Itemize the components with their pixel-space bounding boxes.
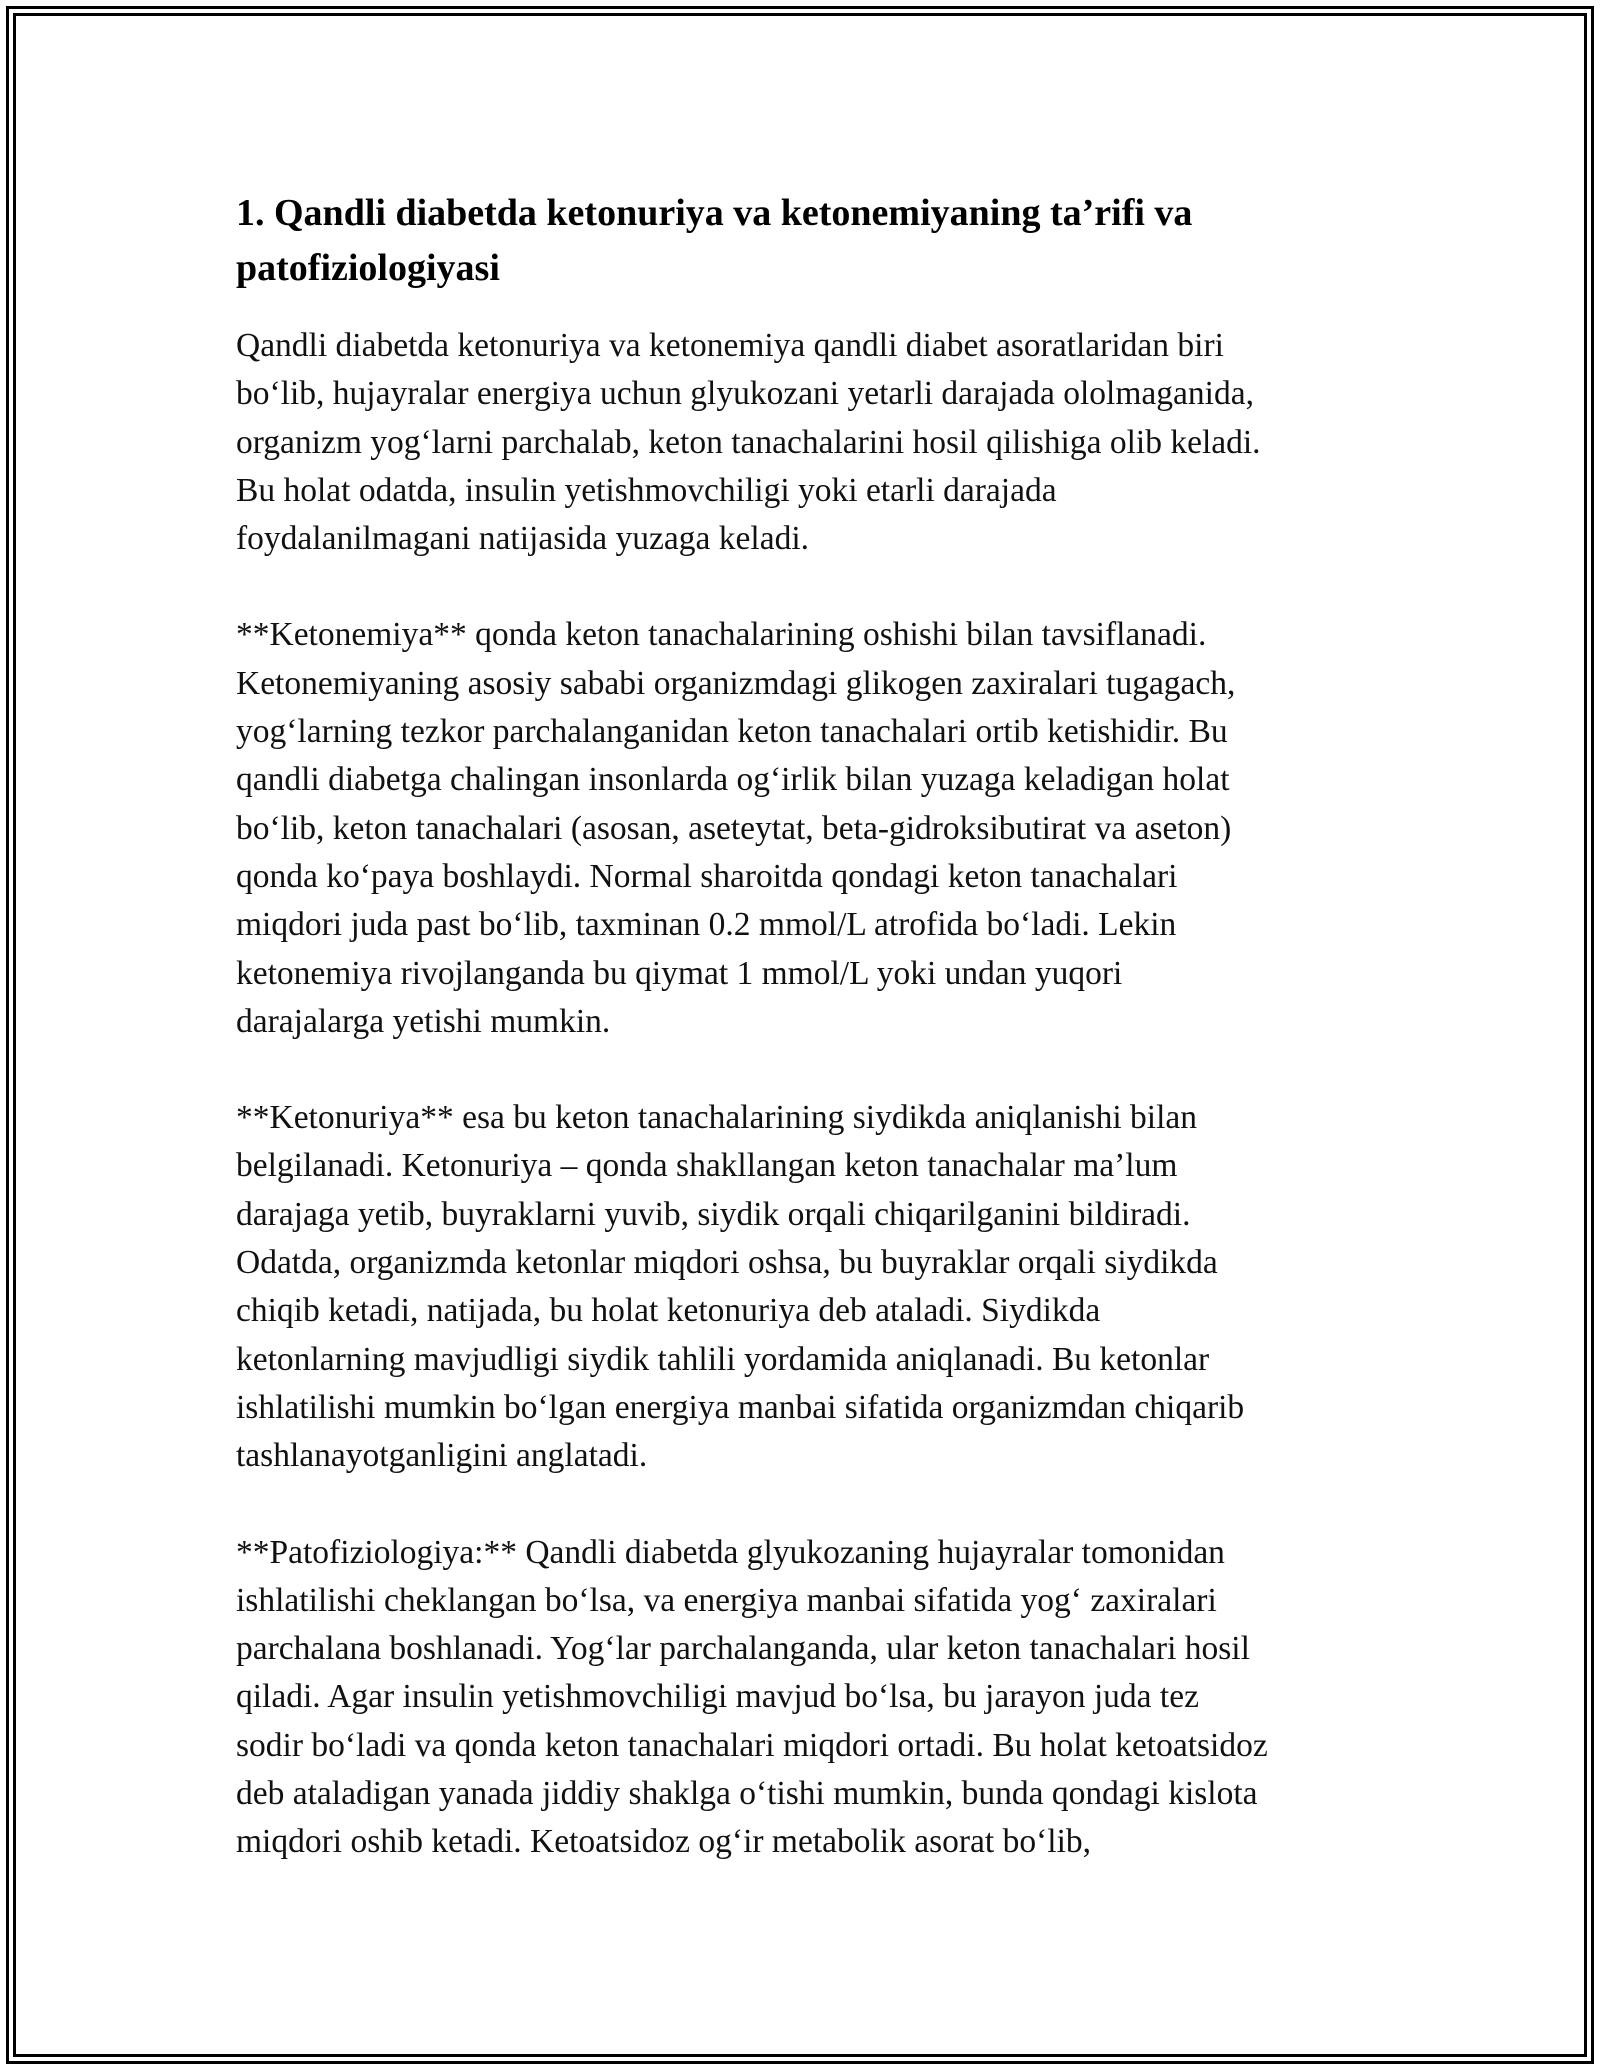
heading-line: patofiziologiyasi xyxy=(236,247,500,289)
heading-line: 1. Qandli diabetda ketonuriya va ketonemiyaning ta’rifi va xyxy=(236,192,1193,234)
text-line: miqdori juda past bo‘lib, taxminan 0.2 mmol/L atrofida bo‘ladi. Lekin xyxy=(236,906,1177,944)
text-line: deb ataladigan yanada jiddiy shaklga o‘tishi mumkin, bunda qondagi kislota xyxy=(236,1775,1258,1813)
text-line: parchalana boshlanadi. Yog‘lar parchalanganda, ular keton tanachalari hosil xyxy=(236,1630,1250,1668)
text-line: bo‘lib, hujayralar energiya uchun glyukozani yetarli darajada ololmaganida, xyxy=(236,375,1254,413)
paragraph-intro xyxy=(236,322,1366,563)
text-line: miqdori oshib ketadi. Ketoatsidoz og‘ir metabolik asorat bo‘lib, xyxy=(236,1823,1092,1861)
text-line: yog‘larning tezkor parchalanganidan keton tanachalari ortib ketishidir. Bu xyxy=(236,713,1228,751)
text-line: sodir bo‘ladi va qonda keton tanachalari miqdori ortadi. Bu holat ketoatsidoz xyxy=(236,1726,1268,1764)
text-line: darajalarga yetishi mumkin. xyxy=(236,1002,611,1040)
text-line: **Ketonuriya** esa bu keton tanachalarining siydikda aniqlanishi bilan xyxy=(236,1099,1198,1137)
text-line: ketonemiya rivojlanganda bu qiymat 1 mmol/L yoki undan yuqori xyxy=(236,954,1123,992)
text-line: organizm yog‘larni parchalab, keton tanachalarini hosil qilishiga olib keladi. xyxy=(236,423,1261,461)
text-line: qiladi. Agar insulin yetishmovchiligi mavjud bo‘lsa, bu jarayon juda tez xyxy=(236,1678,1199,1716)
text-line: Qandli diabetda ketonuriya va ketonemiya qandli diabet asoratlaridan biri xyxy=(236,327,1224,364)
text-line: **Ketonemiya** qonda keton tanachalarining oshishi bilan tavsiflanadi. xyxy=(236,616,1207,654)
paragraph-patofiziologiya xyxy=(236,1529,1366,1867)
paragraph-ketonuriya xyxy=(236,1094,1366,1480)
text-line: ishlatilishi mumkin bo‘lgan energiya manbai sifatida organizmdan chiqarib xyxy=(236,1388,1245,1426)
text-line: bo‘lib, keton tanachalari (asosan, aseteytat, beta-gidroksibutirat va aseton) xyxy=(236,809,1232,847)
text-line: qandli diabetga chalingan insonlarda og‘irlik bilan yuzaga keladigan holat xyxy=(236,761,1230,799)
paragraph-ketonemiya xyxy=(236,611,1366,1046)
text-line: Odatda, organizmda ketonlar miqdori oshsa, bu buyraklar orqali siydikda xyxy=(236,1244,1218,1282)
text-line: chiqib ketadi, natijada, bu holat ketonuriya deb ataladi. Siydikda xyxy=(236,1292,1101,1330)
text-line: foydalanilmagani natijasida yuzaga keladi. xyxy=(236,520,810,558)
text-line: darajaga yetib, buyraklarni yuvib, siydik orqali chiqarilganini bildiradi. xyxy=(236,1195,1191,1233)
text-line: **Patofiziologiya:** Qandli diabetda glyukozaning hujayralar tomonidan xyxy=(236,1533,1225,1571)
text-line: qonda ko‘paya boshlaydi. Normal sharoitda qondagi keton tanachalari xyxy=(236,857,1178,895)
text-line: belgilanadi. Ketonuriya – qonda shakllangan keton tanachalar ma’lum xyxy=(236,1147,1178,1185)
text-line: tashlanayotganligini anglatadi. xyxy=(236,1437,648,1475)
section-heading xyxy=(236,186,1366,296)
document-body xyxy=(236,186,1366,1915)
text-line: ishlatilishi cheklangan bo‘lsa, va energiya manbai sifatida yog‘ zaxiralari xyxy=(236,1581,1217,1619)
text-line: Bu holat odatda, insulin yetishmovchiligi yoki etarli darajada xyxy=(236,471,1057,509)
text-line: ketonlarning mavjudligi siydik tahlili yordamida aniqlanadi. Bu ketonlar xyxy=(236,1340,1210,1378)
text-line: Ketonemiyaning asosiy sababi organizmdagi glikogen zaxiralari tugagach, xyxy=(236,664,1236,702)
